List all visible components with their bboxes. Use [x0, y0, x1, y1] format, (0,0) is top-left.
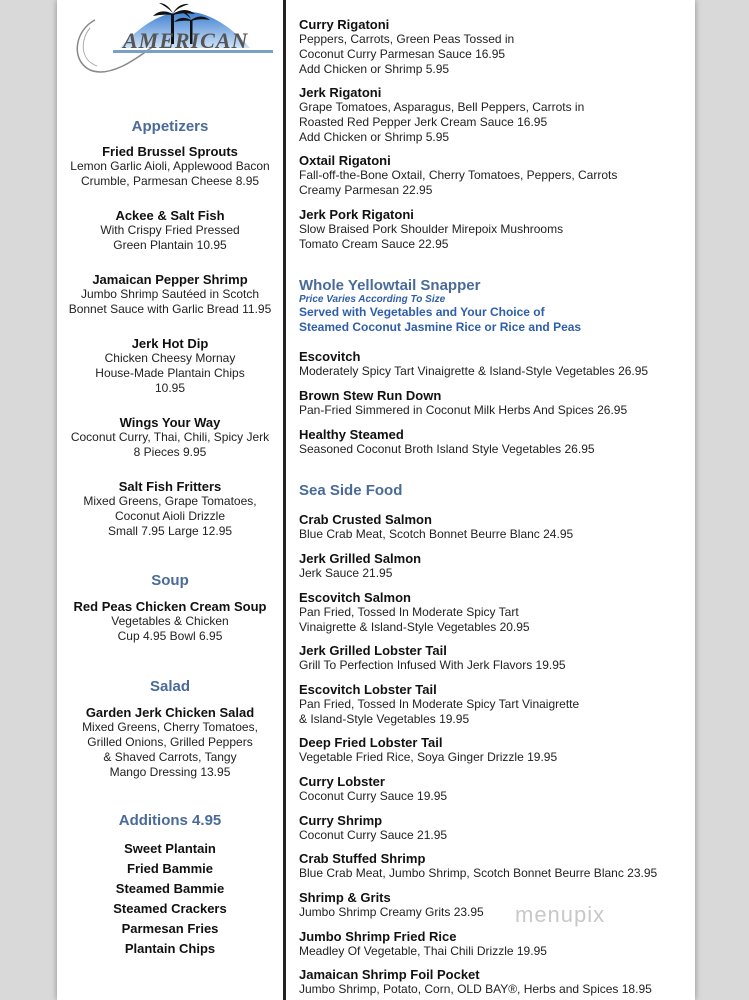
menu-item [57, 336, 283, 396]
item-name: Jerk Pork Rigatoni [299, 207, 414, 222]
item-name: Garden Jerk Chicken Salad [85, 705, 255, 720]
menu-item [57, 144, 283, 189]
menu-item [299, 929, 547, 959]
section-subtitle: Served with Vegetables and Your Choice of Steamed Coconut Jasmine Rice or Rice and Peas [299, 305, 582, 334]
menu-item [299, 153, 617, 198]
menu-item [299, 682, 579, 727]
item-desc: Lemon Garlic Aioli, Applewood Bacon Crumble, Parmesan Cheese 8.95 [70, 159, 270, 188]
menu-item [299, 967, 652, 997]
menu-item [57, 208, 283, 253]
item-name: Escovitch Lobster Tail [299, 682, 437, 697]
additions-list [57, 839, 283, 959]
item-desc: Blue Crab Meat, Scotch Bonnet Beurre Blanc 24.95 [299, 527, 574, 541]
item-desc: Pan Fried, Tossed In Moderate Spicy Tart Vinaigrette & Island-Style Vegetables 20.95 [299, 605, 530, 634]
logo-wordmark: AMERICAN [123, 28, 249, 53]
item-desc: Jerk Sauce 21.95 [299, 566, 393, 580]
item-name: Jerk Grilled Lobster Tail [299, 643, 447, 658]
menu-item [57, 272, 283, 317]
item-desc: Coconut Curry Sauce 21.95 [299, 828, 448, 842]
section-title-soup: Soup [151, 572, 189, 589]
item-name: Jamaican Shrimp Foil Pocket [299, 967, 480, 982]
item-desc: Coconut Curry Sauce 19.95 [299, 789, 448, 803]
menu-item [299, 643, 566, 673]
item-name: Red Peas Chicken Cream Soup [73, 599, 267, 614]
item-desc: Mixed Greens, Cherry Tomatoes, Grilled Onions, Grilled Peppers & Shaved Carrots, Tangy Mango Dressing 13.95 [82, 720, 258, 779]
item-name: Fried Brussel Sprouts [102, 144, 238, 159]
item-name: Salt Fish Fritters [118, 479, 222, 494]
item-desc: Grill To Perfection Infused With Jerk Flavors 19.95 [299, 658, 566, 672]
item-desc: Jumbo Shrimp Sautéed in Scotch Bonnet Sauce with Garlic Bread 11.95 [68, 287, 272, 316]
watermark: menupix [515, 902, 606, 927]
item-desc: Pan Fried, Tossed In Moderate Spicy Tart Vinaigrette & Island-Style Vegetables 19.95 [299, 697, 580, 726]
menu-item [299, 774, 447, 804]
section-title-salad: Salad [149, 678, 191, 695]
menu-item [299, 512, 573, 542]
item-name: Shrimp & Grits [299, 890, 391, 905]
item-desc: Peppers, Carrots, Green Peas Tossed in Coconut Curry Parmesan Sauce 16.95 Add Chicken or Shrimp 5.95 [299, 32, 515, 76]
item-name: Wings Your Way [119, 415, 221, 430]
item-desc: Pan-Fried Simmered in Coconut Milk Herbs And Spices 26.95 [299, 403, 628, 417]
item-desc: Meadley Of Vegetable, Thai Chili Drizzle 19.95 [299, 944, 547, 958]
addition-item: Plantain Chips [124, 941, 216, 956]
item-desc: Jumbo Shrimp Creamy Grits 23.95 [299, 905, 484, 919]
snapper-section [299, 277, 581, 335]
item-desc: Mixed Greens, Grape Tomatoes, Coconut Aioli Drizzle Small 7.95 Large 12.95 [83, 494, 257, 538]
restaurant-logo [65, 0, 280, 90]
item-name: Healthy Steamed [299, 427, 404, 442]
item-desc: Vegetables & Chicken Cup 4.95 Bowl 6.95 [111, 614, 229, 643]
additions-section [57, 812, 283, 829]
addition-item: Steamed Bammie [115, 881, 225, 896]
item-name: Escovitch Salmon [299, 590, 411, 605]
item-desc: Blue Crab Meat, Jumbo Shrimp, Scotch Bonnet Beurre Blanc 23.95 [299, 866, 658, 880]
item-desc: Slow Braised Pork Shoulder Mirepoix Mushrooms Tomato Cream Sauce 22.95 [299, 222, 564, 251]
item-name: Jerk Grilled Salmon [299, 551, 422, 566]
item-desc: Jumbo Shrimp, Potato, Corn, OLD BAY®, Herbs and Spices 18.95 [299, 982, 652, 996]
item-desc: Grape Tomatoes, Asparagus, Bell Peppers, Carrots in Roasted Red Pepper Jerk Cream Sauce 16.95 Add Chicken or Shrimp 5.95 [299, 100, 585, 144]
section-title-additions: Additions 4.95 [118, 812, 222, 829]
item-desc: With Crispy Fried Pressed Green Plantain 10.95 [100, 223, 240, 252]
menu-item [299, 735, 557, 765]
menu-item [299, 349, 648, 379]
item-name: Brown Stew Run Down [299, 388, 442, 403]
menu-item [299, 207, 563, 252]
salad-section [57, 678, 283, 695]
section-title-appetizers: Appetizers [131, 118, 209, 135]
item-name: Curry Lobster [299, 774, 385, 789]
menu-item [299, 851, 657, 881]
menu-item [57, 479, 283, 539]
seaside-section [299, 482, 402, 499]
item-name: Ackee & Salt Fish [115, 208, 225, 223]
menu-item [57, 415, 283, 460]
item-desc: Chicken Cheesy Mornay House-Made Plantain Chips 10.95 [95, 351, 245, 395]
item-desc: Moderately Spicy Tart Vinaigrette & Island-Style Vegetables 26.95 [299, 364, 649, 378]
menu-item [299, 890, 484, 920]
menu-item [299, 427, 595, 457]
item-name: Jamaican Pepper Shrimp [92, 272, 248, 287]
addition-item: Fried Bammie [127, 861, 213, 876]
soup-section [57, 572, 283, 589]
addition-item: Parmesan Fries [121, 921, 219, 936]
item-desc: Fall-off-the-Bone Oxtail, Cherry Tomatoes, Peppers, Carrots Creamy Parmesan 22.95 [299, 168, 618, 197]
item-name: Crab Stuffed Shrimp [299, 851, 426, 866]
item-name: Crab Crusted Salmon [299, 512, 432, 527]
menu-item [299, 551, 421, 581]
item-name: Jerk Hot Dip [131, 336, 209, 351]
menu-item [299, 813, 447, 843]
menu-item [57, 599, 283, 644]
addition-item: Steamed Crackers [113, 901, 227, 916]
item-desc: Seasoned Coconut Broth Island Style Vegetables 26.95 [299, 442, 595, 456]
menu-item [299, 17, 514, 77]
column-divider [283, 0, 286, 1000]
item-name: Jerk Rigatoni [299, 85, 382, 100]
item-desc: Coconut Curry, Thai, Chili, Spicy Jerk 8 Pieces 9.95 [70, 430, 270, 459]
menu-item [299, 388, 627, 418]
section-note: Price Varies According To Size [299, 294, 446, 305]
item-name: Jumbo Shrimp Fried Rice [299, 929, 457, 944]
item-name: Curry Rigatoni [299, 17, 390, 32]
item-name: Escovitch [299, 349, 361, 364]
section-title-seaside: Sea Side Food [299, 482, 403, 499]
menu-item [57, 705, 283, 780]
item-desc: Vegetable Fried Rice, Soya Ginger Drizzle 19.95 [299, 750, 558, 764]
section-title-snapper: Whole Yellowtail Snapper [299, 277, 481, 294]
menu-item [299, 85, 584, 145]
item-name: Oxtail Rigatoni [299, 153, 391, 168]
appetizers-section [57, 118, 283, 135]
menu-item [299, 590, 530, 635]
item-name: Curry Shrimp [299, 813, 383, 828]
item-name: Deep Fried Lobster Tail [299, 735, 443, 750]
addition-item: Sweet Plantain [124, 841, 216, 856]
